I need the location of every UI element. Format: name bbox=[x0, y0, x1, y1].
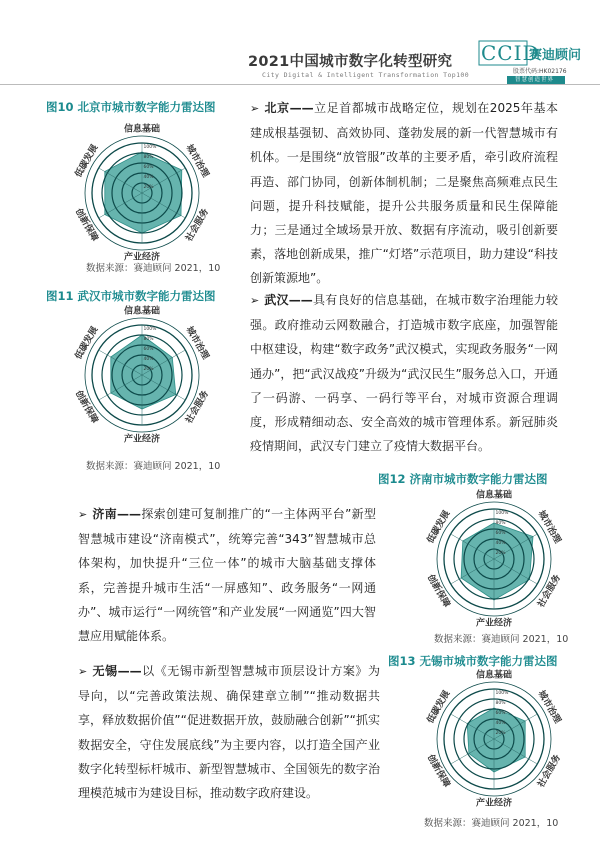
jinan-text: 探索创建可复制推广的“一主体两平台”新型智慧城市建设“济南模式”，统筹完善“343”智慧城市总体架构，加快提升“三位一体”的城市大脑基础支撑体系，完善提升城市生活“一屏感知”、政务服务“一网通办”、城市运行“一网统管”和产业发展“一网通览”四大智慧应用赋能体系。 bbox=[78, 507, 376, 644]
radar-axis-label: 社会服务 bbox=[536, 573, 564, 610]
bullet-icon: ➢ bbox=[250, 102, 260, 115]
radar-tick-label: 80% bbox=[495, 701, 506, 706]
radar-axis-label: 产业经济 bbox=[475, 798, 513, 809]
radar-tick-label: 40% bbox=[143, 357, 154, 362]
figure-10-source: 数据来源：赛迪顾问 2021，10 bbox=[86, 263, 221, 274]
radar-axis-label: 创新保障 bbox=[72, 207, 100, 244]
radar-axis-label: 城市治理 bbox=[535, 509, 563, 546]
logo-cn-text: 赛迪顾问 bbox=[529, 48, 582, 63]
radar-tick-label: 80% bbox=[143, 155, 154, 160]
radar-axis-label: 产业经济 bbox=[123, 252, 161, 263]
beijing-city: 北京—— bbox=[264, 101, 314, 115]
figure-10-title: 图10 北京市城市数字能力雷达图 bbox=[46, 100, 216, 114]
figure-11-source: 数据来源：赛迪顾问 2021，10 bbox=[86, 461, 221, 472]
logo-ccid-text: CCID bbox=[481, 41, 540, 65]
radar-axis-label: 社会服务 bbox=[184, 389, 212, 426]
radar-axis-label: 创新保障 bbox=[424, 753, 452, 790]
figure-13-radar bbox=[414, 664, 574, 814]
radar-tick-label: 60% bbox=[143, 347, 154, 352]
header-divider bbox=[0, 84, 600, 85]
figure-12-title: 图12 济南市城市数字能力雷达图 bbox=[378, 472, 548, 486]
logo-slogan: 智慧创造世界 bbox=[515, 77, 555, 83]
radar-axis-label: 低碳发展 bbox=[425, 509, 453, 546]
wuxi-city: 无锡—— bbox=[92, 664, 142, 678]
radar-tick-label: 40% bbox=[495, 721, 506, 726]
figure-11-title: 图11 武汉市城市数字能力雷达图 bbox=[46, 289, 216, 303]
radar-axis-label: 产业经济 bbox=[475, 618, 513, 629]
radar-axis-label: 城市治理 bbox=[183, 143, 211, 180]
report-subtitle: City Digital & Intelligent Transformation Top100 bbox=[262, 71, 470, 79]
stock-code: 股票代码:HK02176 bbox=[513, 68, 567, 75]
figure-11-radar bbox=[62, 300, 222, 450]
radar-tick-label: 20% bbox=[143, 185, 154, 190]
radar-tick-label: 80% bbox=[495, 521, 506, 526]
wuhan-city: 武汉—— bbox=[264, 293, 313, 307]
jinan-city: 济南—— bbox=[92, 507, 141, 521]
wuhan-paragraph bbox=[250, 288, 558, 458]
radar-tick-label: 60% bbox=[495, 531, 506, 536]
radar-axis-label: 低碳发展 bbox=[425, 689, 453, 726]
radar-axis-label: 创新保障 bbox=[424, 573, 452, 610]
radar-tick-label: 20% bbox=[495, 551, 506, 556]
radar-tick-label: 20% bbox=[143, 367, 154, 372]
radar-tick-label: 40% bbox=[143, 175, 154, 180]
bullet-icon: ➢ bbox=[250, 294, 260, 307]
radar-axis-label: 城市治理 bbox=[535, 689, 563, 726]
radar-tick-label: 60% bbox=[143, 165, 154, 170]
radar-tick-label: 100% bbox=[495, 511, 509, 516]
radar-tick-label: 80% bbox=[143, 337, 154, 342]
radar-axis-label: 低碳发展 bbox=[73, 325, 101, 362]
report-title: 2021中国城市数字化转型研究 bbox=[248, 54, 453, 70]
wuxi-text: 以《无锡市新型智慧城市顶层设计方案》为导向，以“完善政策法规、确保建章立制”“推动数据共享，释放数据价值”“促进数据开放，鼓励融合创新”“抓实数据安全，守住发展底线”为主要内容，以打造全国产业数字化转型标杆城市、新型智慧城市、全国领先的数字治理模范城市为建设目标，推动数字政府建设。 bbox=[78, 664, 380, 801]
radar-axis-label: 信息基础 bbox=[475, 670, 513, 681]
figure-12-radar bbox=[414, 484, 574, 634]
radar-tick-label: 100% bbox=[143, 145, 157, 150]
radar-axis-label: 信息基础 bbox=[475, 490, 513, 501]
radar-axis-label: 低碳发展 bbox=[73, 143, 101, 180]
radar-tick-label: 20% bbox=[495, 731, 506, 736]
radar-axis-label: 创新保障 bbox=[72, 389, 100, 426]
radar-axis-label: 城市治理 bbox=[183, 325, 211, 362]
wuxi-paragraph bbox=[78, 659, 380, 805]
figure-13-source: 数据来源：赛迪顾问 2021，10 bbox=[424, 818, 559, 829]
jinan-paragraph bbox=[78, 502, 376, 648]
radar-axis-label: 信息基础 bbox=[123, 306, 161, 317]
figure-10-radar bbox=[62, 118, 222, 268]
wuhan-text: 具有良好的信息基础，在城市数字治理能力较强。政府推动云网数融合，打造城市数字底座，加强智能中枢建设，构建“数字政务”武汉模式，实现政务服务“一网通办”，把“武汉战疫”升级为“武汉民生”服务总入口，开通了一码游、一码享、一码行等平台，对城市资源合理调度，形成精细动态、安全高效的城市管理体系。新冠肺炎疫情期间，武汉专门建立了疫情大数据平台。 bbox=[250, 293, 558, 454]
radar-axis-label: 产业经济 bbox=[123, 434, 161, 445]
bullet-icon: ➢ bbox=[78, 665, 88, 678]
radar-tick-label: 40% bbox=[495, 541, 506, 546]
radar-axis-label: 社会服务 bbox=[536, 753, 564, 790]
beijing-paragraph bbox=[250, 96, 558, 291]
radar-axis-label: 社会服务 bbox=[184, 207, 212, 244]
radar-axis-label: 信息基础 bbox=[123, 124, 161, 135]
beijing-text: 立足首都城市战略定位，规划在2025年基本建成根基强韧、高效协同、蓬勃发展的新一代智慧城市有机体。一是围绕“放管服”改革的主要矛盾，牵引政府流程再造、部门协同，创新体制机制；二是聚焦高频难点民生问题，提升科技赋能，提升公共服务质量和民生保障能力；三是通过全域场景开放、数据有序流动，吸引创新要素，落地创新成果，推广“灯塔”示范项目，助力建设“科技创新策源地”。 bbox=[250, 101, 558, 286]
figure-13-title: 图13 无锡市城市数字能力雷达图 bbox=[388, 654, 558, 668]
radar-tick-label: 60% bbox=[495, 711, 506, 716]
figure-12-source: 数据来源：赛迪顾问 2021，10 bbox=[434, 634, 569, 645]
bullet-icon: ➢ bbox=[78, 508, 88, 521]
radar-tick-label: 100% bbox=[143, 327, 157, 332]
radar-tick-label: 100% bbox=[495, 691, 509, 696]
